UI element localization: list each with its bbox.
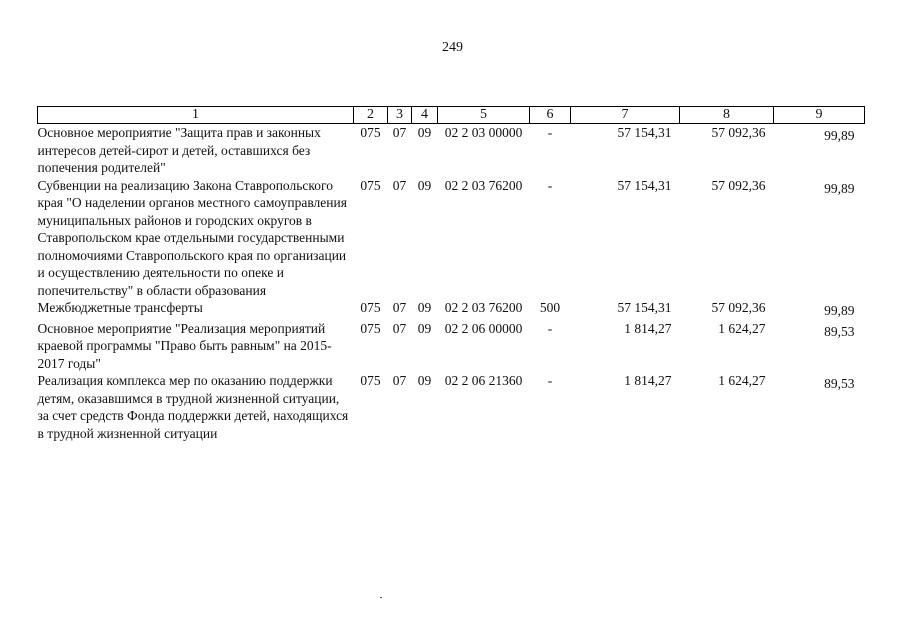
cell-actual: 1 624,27 — [718, 320, 766, 336]
header-col-4: 4 — [412, 107, 438, 124]
budget-table — [37, 106, 865, 442]
cell-percent: 89,53 — [824, 323, 855, 339]
cell-subsection: 09 — [417, 320, 432, 336]
row-name: Реализация комплекса мер по оказанию поддержки детям, оказавшимся в трудной жизненной ситуации, за счет средств Фонда поддержки детей, находящихся в трудной жизненной ситуации — [37, 373, 349, 441]
cell-expense-type: - — [547, 320, 553, 336]
cell-target-article: 02 2 03 76200 — [444, 300, 523, 315]
cell-actual: 57 092,36 — [711, 300, 766, 315]
cell-subsection: 09 — [417, 177, 432, 193]
cell-subsection: 09 — [417, 125, 432, 140]
cell-expense-type: - — [547, 373, 553, 388]
header-col-1: 1 — [38, 107, 354, 124]
cell-plan: 1 814,27 — [624, 373, 672, 388]
row-name: Основное мероприятие "Защита прав и законных интересов детей-сирот и детей, оставшихся без попечения родителей" — [37, 125, 321, 175]
scan-speck — [380, 597, 382, 598]
cell-actual: 1 624,27 — [718, 373, 766, 388]
page-number: 249 — [442, 40, 463, 55]
cell-expense-type: 500 — [539, 300, 561, 315]
cell-code: 075 — [360, 300, 381, 315]
cell-subsection: 09 — [417, 373, 432, 388]
cell-code: 075 — [360, 177, 381, 193]
cell-expense-type: - — [547, 125, 553, 140]
header-col-8: 8 — [680, 107, 774, 124]
table-row — [38, 124, 865, 177]
cell-section: 07 — [392, 300, 407, 315]
cell-target-article: 02 2 06 00000 — [444, 320, 523, 336]
cell-percent: 89,53 — [824, 376, 855, 391]
row-name: Основное мероприятие "Реализация мероприятий краевой программы "Право быть равным" на 2015-2017 годы" — [37, 320, 332, 371]
cell-code: 075 — [360, 373, 381, 388]
header-col-5: 5 — [438, 107, 530, 124]
cell-section: 07 — [392, 177, 407, 193]
cell-plan: 57 154,31 — [617, 125, 672, 140]
table-row — [38, 372, 865, 442]
cell-percent: 99,89 — [824, 128, 855, 143]
header-col-2: 2 — [354, 107, 388, 124]
cell-target-article: 02 2 03 00000 — [444, 125, 523, 140]
cell-plan: 57 154,31 — [617, 300, 672, 315]
cell-subsection: 09 — [417, 300, 432, 315]
cell-section: 07 — [392, 373, 407, 388]
cell-target-article: 02 2 06 21360 — [444, 373, 523, 388]
cell-code: 075 — [360, 320, 381, 336]
cell-code: 075 — [360, 125, 381, 140]
row-name: Межбюджетные трансферты — [37, 300, 203, 315]
table-row — [38, 299, 865, 320]
cell-plan: 1 814,27 — [624, 320, 672, 336]
table-row — [38, 320, 865, 373]
cell-plan: 57 154,31 — [617, 177, 672, 193]
cell-section: 07 — [392, 320, 407, 336]
cell-section: 07 — [392, 125, 407, 140]
header-col-6: 6 — [530, 107, 571, 124]
cell-percent: 99,89 — [824, 180, 855, 196]
cell-expense-type: - — [547, 177, 553, 193]
table-header-row — [38, 107, 865, 124]
header-col-9: 9 — [774, 107, 865, 124]
cell-percent: 99,89 — [824, 303, 855, 318]
row-name: Субвенции на реализацию Закона Ставропольского края "О наделении органов местного самоуправления муниципальных районов и городских округов в Ставропольском крае отдельными государственными полномочиями Ставропольского края по организации и осуществлению деятельности по опеке и попечительству" в области образования — [37, 177, 347, 298]
cell-actual: 57 092,36 — [711, 125, 766, 140]
cell-actual: 57 092,36 — [711, 177, 766, 193]
header-col-3: 3 — [388, 107, 412, 124]
table-row — [38, 177, 865, 300]
cell-target-article: 02 2 03 76200 — [444, 177, 523, 193]
header-col-7: 7 — [571, 107, 680, 124]
